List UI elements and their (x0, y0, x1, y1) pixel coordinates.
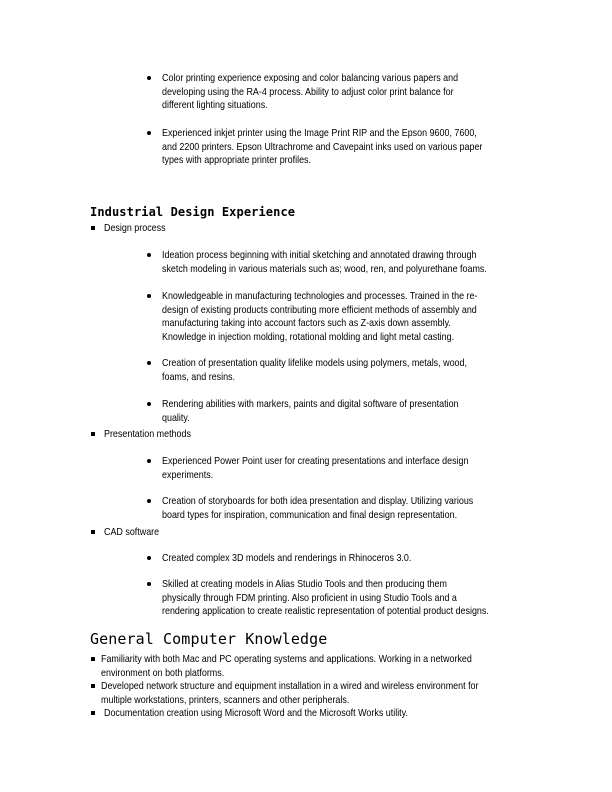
printing-bullet-1 (162, 72, 458, 113)
bullet-dot (147, 253, 151, 257)
text-line: Color printing experience exposing and color balancing various papers and (162, 73, 459, 84)
text-line: Documentation creation using Microsoft Word and the Microsoft Works utility. (104, 708, 408, 719)
bullet-dot (147, 459, 151, 463)
text-line: types with appropriate printer profiles. (162, 155, 312, 166)
industrial-design-heading: Industrial Design Experience (90, 205, 296, 219)
square-bullet (91, 226, 95, 230)
bullet-dot (147, 294, 151, 298)
design-bullet-1 (162, 249, 487, 276)
text-line: Experienced inkjet printer using the Image Print RIP and the Epson 9600, 7600, (162, 128, 477, 139)
square-bullet (91, 711, 95, 715)
square-bullet (91, 684, 95, 688)
computer-item-1 (101, 653, 472, 680)
text-line: developing using the RA-4 process. Ability to adjust color print balance for (162, 86, 454, 98)
text-line: different lighting situations. (162, 100, 268, 111)
design-bullet-2 (162, 290, 477, 344)
square-bullet (91, 432, 95, 436)
text-line: Design process (104, 223, 166, 234)
text-line: Experienced Power Point user for creating presentations and interface design (162, 456, 469, 467)
bullet-dot (147, 582, 151, 586)
text-line: CAD software (104, 527, 160, 538)
text-line: Creation of presentation quality lifelike models using polymers, metals, wood, (162, 358, 467, 369)
bullet-dot (147, 556, 151, 560)
text-line: design of existing products contributing more efficient methods of assembly and (162, 304, 477, 316)
computer-item-2 (101, 680, 478, 707)
text-line: quality. (162, 412, 190, 424)
text-line: physically through FDM printing. Also proficient in using Studio Tools and a (162, 592, 457, 604)
text-line: Knowledge in injection molding, rotational molding and light metal casting. (162, 331, 455, 343)
bullet-dot (147, 131, 151, 135)
presentation-bullet-2 (162, 495, 473, 522)
text-line: Developed network structure and equipment installation in a wired and wireless environment for (101, 681, 479, 692)
cad-software-label (104, 526, 159, 540)
text-line: experiments. (162, 469, 214, 481)
text-line: Rendering abilities with markers, paints and digital software of presentation (162, 399, 459, 410)
text-line: and 2200 printers. Epson Ultrachrome and Cavepaint inks used on various paper (162, 141, 483, 153)
text-line: environment on both platforms. (101, 667, 225, 679)
square-bullet (91, 530, 95, 534)
text-line: Knowledgeable in manufacturing technologies and processes. Trained in the re- (162, 291, 478, 302)
bullet-dot (147, 76, 151, 80)
square-bullet (91, 657, 95, 661)
text-line: Creation of storyboards for both idea presentation and display. Utilizing various (162, 496, 474, 507)
computer-item-3 (104, 707, 408, 721)
text-line: Skilled at creating models in Alias Studio Tools and then producing them (162, 579, 447, 590)
text-line: Familiarity with both Mac and PC operating systems and applications. Working in a networked (101, 654, 472, 665)
design-bullet-4 (162, 398, 459, 425)
design-process-label (104, 222, 166, 236)
cad-bullet-1 (162, 552, 411, 566)
bullet-dot (147, 402, 151, 406)
design-bullet-3 (162, 357, 467, 384)
presentation-methods-label (104, 428, 191, 442)
text-line: multiple workstations, printers, scanners and other peripherals. (101, 694, 350, 706)
text-line: Presentation methods (104, 429, 191, 440)
cad-bullet-2 (162, 578, 489, 619)
printing-bullet-2 (162, 127, 482, 168)
bullet-dot (147, 361, 151, 365)
text-line: sketch modeling in various materials such as; wood, ren, and polyurethane foams. (162, 263, 487, 275)
text-line: foams, and resins. (162, 371, 236, 383)
text-line: Ideation process beginning with initial sketching and annotated drawing through (162, 250, 477, 261)
bullet-dot (147, 499, 151, 503)
text-line: manufacturing taking into account factors such as Z-axis down assembly. (162, 318, 451, 329)
presentation-bullet-1 (162, 455, 468, 482)
text-line: board types for inspiration, communication and final design representation. (162, 509, 458, 521)
general-computer-heading: General Computer Knowledge (90, 630, 328, 648)
text-line: Created complex 3D models and renderings in Rhinoceros 3.0. (162, 553, 412, 564)
text-line: rendering application to create realistic representation of potential product designs. (162, 606, 489, 617)
